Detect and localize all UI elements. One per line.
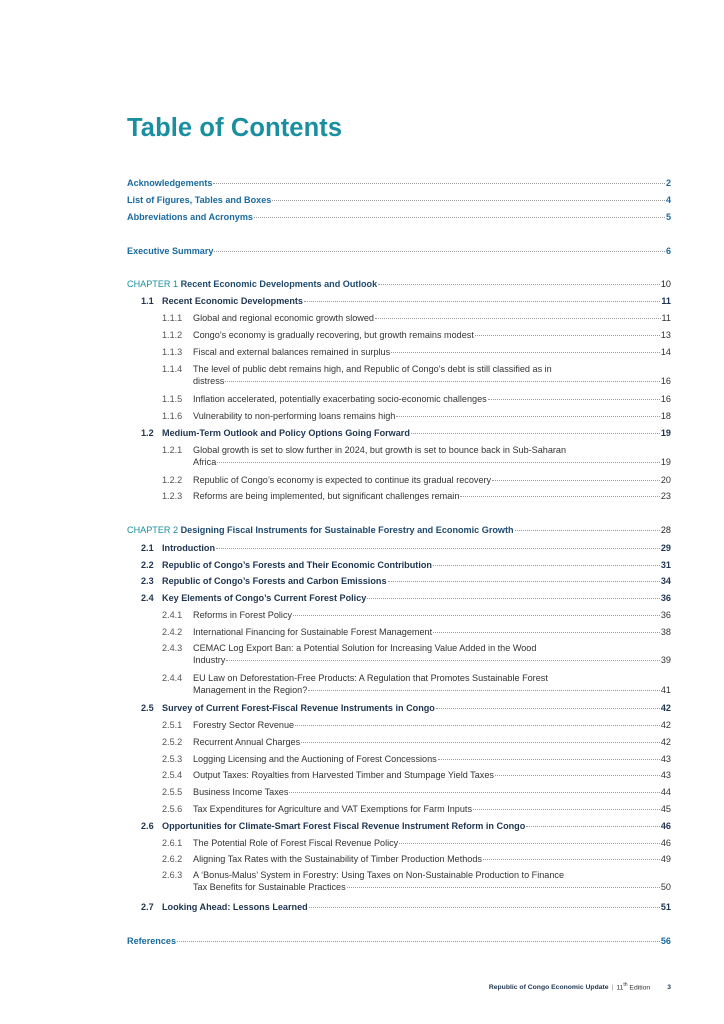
toc-section-1-1[interactable]: 1.1 Recent Economic Developments 11 [141, 296, 671, 306]
toc-subsection-1-1-2[interactable]: 1.1.2 Congo’s economy is gradually recovering, but growth remains modest 13 [162, 330, 671, 340]
toc-subsection-2-4-2[interactable]: 2.4.2 International Financing for Sustainable Forest Management 38 [162, 627, 671, 637]
toc-section-2-3[interactable]: 2.3 Republic of Congo’s Forests and Carbon Emissions 34 [141, 576, 671, 586]
toc-subsection-2-6-3[interactable]: 2.6.3 A ‘Bonus-Malus’ System in Forestry: Using Taxes on Non-Sustainable Production to Finance Tax Benefits for Sustainable Practices 50 [162, 870, 671, 892]
toc-subsection-2-5-3[interactable]: 2.5.3 Logging Licensing and the Auctioning of Forest Concessions 43 [162, 754, 671, 764]
toc-section-2-7[interactable]: 2.7 Looking Ahead: Lessons Learned 51 [141, 902, 671, 912]
toc-subsection-2-5-2[interactable]: 2.5.2 Recurrent Annual Charges 42 [162, 737, 671, 747]
toc-subsection-2-5-4[interactable]: 2.5.4 Output Taxes: Royalties from Harvested Timber and Stumpage Yield Taxes 43 [162, 770, 671, 780]
toc-entry-abbreviations[interactable]: Abbreviations and Acronyms 5 [127, 212, 671, 222]
toc-section-1-2[interactable]: 1.2 Medium-Term Outlook and Policy Options Going Forward 19 [141, 428, 671, 438]
page-number: 3 [667, 984, 671, 992]
page-title: Table of Contents [127, 114, 343, 142]
toc-subsection-1-1-1[interactable]: 1.1.1 Global and regional economic growth slowed 11 [162, 313, 671, 323]
toc-chapter-1[interactable]: CHAPTER 1 Recent Economic Developments and Outlook 10 [127, 279, 671, 289]
toc-subsection-1-1-6[interactable]: 1.1.6 Vulnerability to non-performing loans remains high 18 [162, 411, 671, 421]
toc-subsection-1-1-4[interactable]: 1.1.4 The level of public debt remains high, and Republic of Congo’s debt is still classified as in distress 16 [162, 364, 671, 386]
toc-chapter-2[interactable]: CHAPTER 2 Designing Fiscal Instruments for Sustainable Forestry and Economic Growth 28 [127, 525, 671, 535]
toc-subsection-2-6-2[interactable]: 2.6.2 Aligning Tax Rates with the Sustainability of Timber Production Methods 49 [162, 854, 671, 864]
toc-section-2-6[interactable]: 2.6 Opportunities for Climate-Smart Forest Fiscal Revenue Instrument Reform in Congo 46 [141, 821, 671, 831]
toc-section-2-4[interactable]: 2.4 Key Elements of Congo’s Current Forest Policy 36 [141, 593, 671, 603]
toc-subsection-2-4-4[interactable]: 2.4.4 EU Law on Deforestation-Free Products: A Regulation that Promotes Sustainable Forest Management in the Region? 41 [162, 673, 671, 695]
toc-subsection-2-5-6[interactable]: 2.5.6 Tax Expenditures for Agriculture and VAT Exemptions for Farm Inputs 45 [162, 804, 671, 814]
toc-entry-acknowledgements[interactable]: Acknowledgements 2 [127, 178, 671, 188]
toc-entry-references[interactable]: References 56 [127, 936, 671, 946]
page-footer [489, 982, 671, 991]
footer-title: Republic of Congo Economic Update [488, 984, 609, 992]
toc-subsection-1-2-3[interactable]: 1.2.3 Reforms are being implemented, but significant challenges remain 23 [162, 491, 671, 501]
footer-edition: 11th Edition [616, 982, 651, 992]
footer-separator: | [611, 984, 614, 992]
toc-section-2-1[interactable]: 2.1 Introduction 29 [141, 543, 671, 553]
toc-section-2-2[interactable]: 2.2 Republic of Congo’s Forests and Their Economic Contribution 31 [141, 560, 671, 570]
toc-entry-list-of-figures[interactable]: List of Figures, Tables and Boxes 4 [127, 195, 671, 205]
toc-subsection-2-4-1[interactable]: 2.4.1 Reforms in Forest Policy 36 [162, 610, 671, 620]
toc-entry-executive-summary[interactable]: Executive Summary 6 [127, 246, 671, 256]
toc-subsection-2-4-3[interactable]: 2.4.3 CEMAC Log Export Ban: a Potential Solution for Increasing Value Added in the Wood Industry 39 [162, 643, 671, 665]
toc-subsection-2-6-1[interactable]: 2.6.1 The Potential Role of Forest Fiscal Revenue Policy 46 [162, 838, 671, 848]
toc-section-2-5[interactable]: 2.5 Survey of Current Forest-Fiscal Revenue Instruments in Congo 42 [141, 703, 671, 713]
toc-subsection-2-5-5[interactable]: 2.5.5 Business Income Taxes 44 [162, 787, 671, 797]
toc-subsection-1-1-3[interactable]: 1.1.3 Fiscal and external balances remained in surplus 14 [162, 347, 671, 357]
toc-subsection-1-2-2[interactable]: 1.2.2 Republic of Congo’s economy is expected to continue its gradual recovery 20 [162, 475, 671, 485]
toc-subsection-2-5-1[interactable]: 2.5.1 Forestry Sector Revenue 42 [162, 720, 671, 730]
toc-subsection-1-1-5[interactable]: 1.1.5 Inflation accelerated, potentially exacerbating socio-economic challenges 16 [162, 394, 671, 404]
toc-subsection-1-2-1[interactable]: 1.2.1 Global growth is set to slow further in 2024, but growth is set to bounce back in Sub-Saharan Africa 19 [162, 445, 671, 467]
